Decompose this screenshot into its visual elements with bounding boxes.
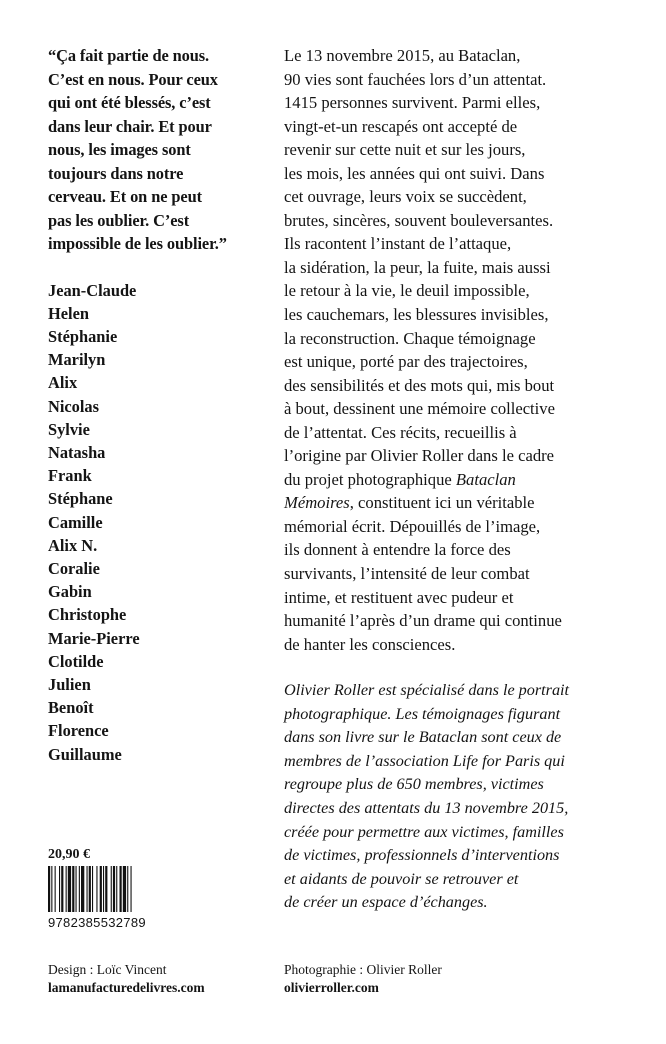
designer-credit: Design : Loïc Vincent [48,962,167,977]
bio-line: dans son livre sur le Bataclan sont ceux de [284,728,562,747]
survivor-name: Natasha [48,442,106,462]
survivor-name: Christophe [48,605,127,625]
bio-line: créée pour permettre aux victimes, familles [284,822,564,841]
description-line: Ils racontent l’instant de l’attaque, [284,234,512,254]
author-bio [284,679,629,914]
publisher-website: lamanufacturedelivres.com [48,980,205,995]
survivor-name: Frank [48,466,92,486]
description-line: 90 vies sont fauchées lors d’un attentat. [284,69,547,89]
survivor-name: Nicolas [48,396,99,416]
survivor-name: Coralie [48,558,100,578]
description-line [284,491,629,515]
survivor-name: Camille [48,512,103,532]
description-line: les mois, les années qui ont suivi. Dans [284,163,545,183]
survivor-names-list [48,279,258,766]
description-line: le retour à la vie, le deuil impossible, [284,281,530,301]
description-line: l’origine par Olivier Roller dans le cadre [284,446,555,466]
photographer-credit: Photographie : Olivier Roller [284,962,442,977]
description-text: du projet photographique [284,469,456,489]
bio-line: photographique. Les témoignages figurant [284,704,561,723]
survivor-name: Benoît [48,698,94,718]
project-title: Mémoires [284,493,350,513]
design-credit [48,961,205,997]
description-line: des sensibilités et des mots qui, mis bout [284,375,555,395]
photographer-website: olivierroller.com [284,980,379,995]
description-text: , constituent ici un véritable [349,493,535,513]
description-line: survivants, l’intensité de leur combat [284,564,530,584]
description-line: les cauchemars, les blessures invisibles, [284,305,549,325]
survivor-name: Clotilde [48,651,104,671]
description-line: revenir sur cette nuit et sur les jours, [284,140,526,160]
price-label: 20,90 € [48,847,90,862]
description-line: la reconstruction. Chaque témoignage [284,328,536,348]
bio-line: de victimes, professionnels d’interventions [284,846,560,865]
survivor-name: Florence [48,721,109,741]
description-line: mémorial écrit. Dépouillés de l’image, [284,516,541,536]
photo-credit [284,961,442,997]
survivor-name: Alix N. [48,535,98,555]
project-title: Bataclan [455,469,516,489]
survivor-name: Marie-Pierre [48,628,140,648]
bio-line: Olivier Roller est spécialisé dans le portrait [284,681,570,700]
survivor-quote [48,44,258,256]
barcode-icon [48,866,158,912]
bio-line: de créer un espace d’échanges. [284,893,488,912]
description-line: à bout, dessinent une mémoire collective [284,399,555,419]
description-line: la sidération, la peur, la fuite, mais aussi [284,257,551,277]
quote-line: nous, les images sont [48,140,191,159]
description-line: vingt-et-un rescapés ont accepté de [284,116,518,136]
quote-line: dans leur chair. Et pour [48,116,212,136]
quote-line: qui ont été blessés, c’est [48,93,211,112]
description-line: Le 13 novembre 2015, au Bataclan, [284,46,521,65]
survivor-name: Jean-Claude [48,280,137,300]
survivor-name: Helen [48,303,89,323]
survivor-name: Marilyn [48,350,106,370]
description-line: de l’attentat. Ces récits, recueillis à [284,422,517,442]
description-line: 1415 personnes survivent. Parmi elles, [284,93,541,113]
description-line [284,468,629,492]
quote-line: impossible de les oublier.” [48,234,227,253]
isbn-number: 9782385532789 [48,915,146,930]
left-column [48,44,258,766]
right-column [284,44,629,915]
survivor-name: Gabin [48,582,92,602]
description-line: humanité l’après d’un drame qui continue [284,611,562,631]
quote-line: “Ça fait partie de nous. [48,46,210,65]
quote-line: toujours dans notre [48,163,184,183]
bio-line: regroupe plus de 650 membres, victimes [284,775,544,794]
survivor-name: Guillaume [48,744,122,764]
bio-line: directes des attentats du 13 novembre 2015, [284,798,569,817]
description-line: de hanter les consciences. [284,634,456,654]
survivor-name: Alix [48,373,78,393]
description-line: ils donnent à entendre la force des [284,540,511,560]
bio-line: et aidants de pouvoir se retrouver et [284,869,519,888]
description-line: cet ouvrage, leurs voix se succèdent, [284,187,527,207]
survivor-name: Julien [48,674,91,694]
quote-line: cerveau. Et on ne peut [48,187,202,206]
description-line: est unique, porté par des trajectoires, [284,352,528,372]
quote-line: C’est en nous. Pour ceux [48,69,218,89]
description-line: intime, et restituent avec pudeur et [284,587,514,607]
bio-line: membres de l’association Life for Paris qui [284,751,565,770]
survivor-name: Sylvie [48,419,90,439]
description-line: brutes, sincères, souvent bouleversantes. [284,210,554,230]
book-description [284,44,629,656]
survivor-name: Stéphanie [48,326,118,346]
quote-line: pas les oublier. C’est [48,210,190,230]
survivor-name: Stéphane [48,489,113,509]
